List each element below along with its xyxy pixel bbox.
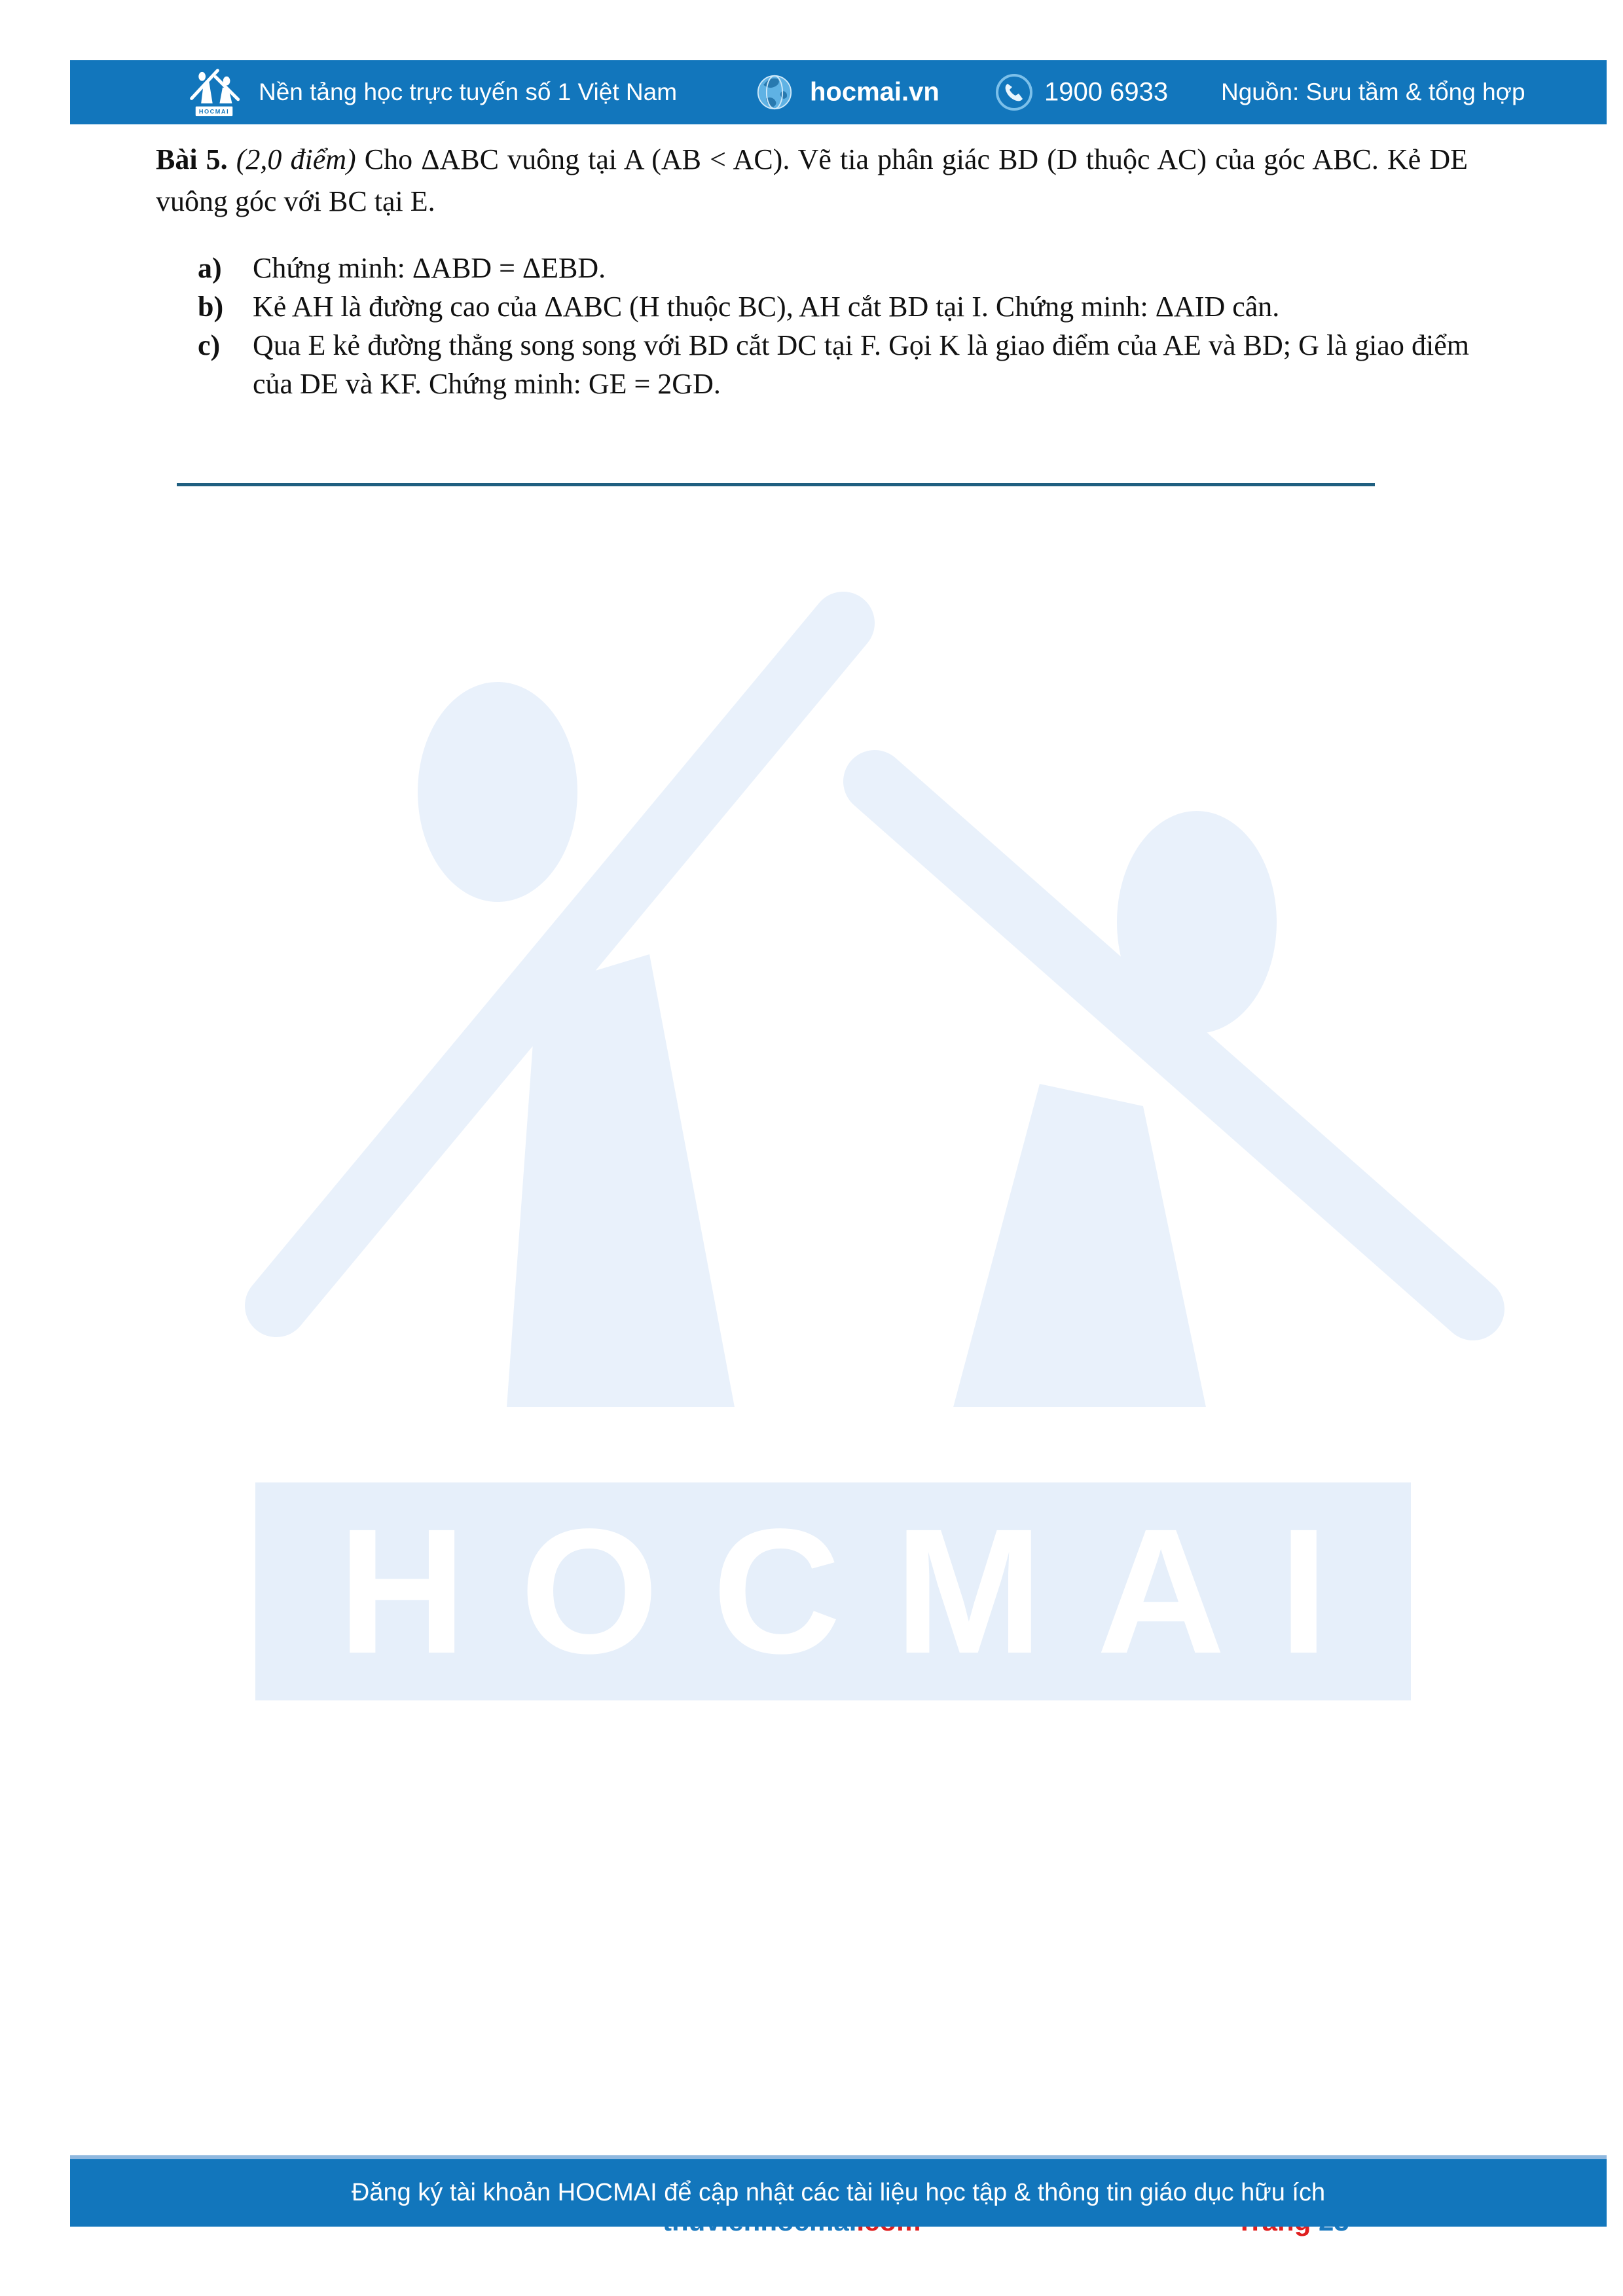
question-label: b)	[198, 291, 224, 323]
question-item-c	[198, 326, 1469, 403]
section-divider	[177, 483, 1375, 486]
question-text: Kẻ AH là đường cao của ΔABC (H thuộc BC), AH cắt BD tại I. Chứng minh: ΔAID cân.	[253, 291, 1280, 323]
header-bar	[70, 60, 1607, 124]
watermark-figures-icon	[229, 556, 1512, 1407]
question-label: c)	[198, 329, 221, 361]
logo-brand-text: HOCMAI	[198, 108, 230, 115]
problem-intro: Cho ΔABC vuông tại A (AB < AC). Vẽ tia phân giác BD (D thuộc AC) của góc ABC. Kẻ DE vuông góc với BC tại E.	[156, 143, 1468, 217]
question-label: a)	[198, 252, 222, 284]
problem-statement	[156, 139, 1468, 223]
footer-bar	[70, 2159, 1607, 2227]
source-label: Nguồn: Sưu tầm & tổng hợp	[1221, 79, 1525, 105]
problem-points: (2,0 điểm)	[236, 143, 356, 175]
problem-number: Bài 5.	[156, 143, 228, 175]
globe-icon	[756, 74, 793, 111]
header-tagline: Nền tảng học trực tuyến số 1 Việt Nam	[259, 79, 678, 105]
hotline-number: 1900 6933	[1044, 77, 1169, 107]
footer-banner-text: Đăng ký tài khoản HOCMAI để cập nhật các tài liệu học tập & thông tin giáo dục hữu ích	[351, 2179, 1326, 2206]
phone-icon	[994, 73, 1034, 112]
website-link[interactable]: hocmai.vn	[810, 77, 939, 107]
watermark-text: HOCMAI	[337, 1492, 1382, 1691]
question-text: Qua E kẻ đường thẳng song song với BD cắt DC tại F. Gọi K là giao điểm của AE và BD; G là giao điểm của DE và KF. Chứng minh: GE = 2GD.	[253, 329, 1469, 400]
watermark-plate	[255, 1482, 1411, 1700]
question-item-a	[198, 249, 1469, 287]
hocmai-logo-icon	[181, 65, 247, 120]
question-text: Chứng minh: ΔABD = ΔEBD.	[253, 252, 606, 284]
question-list	[198, 249, 1469, 403]
question-item-b	[198, 287, 1469, 326]
